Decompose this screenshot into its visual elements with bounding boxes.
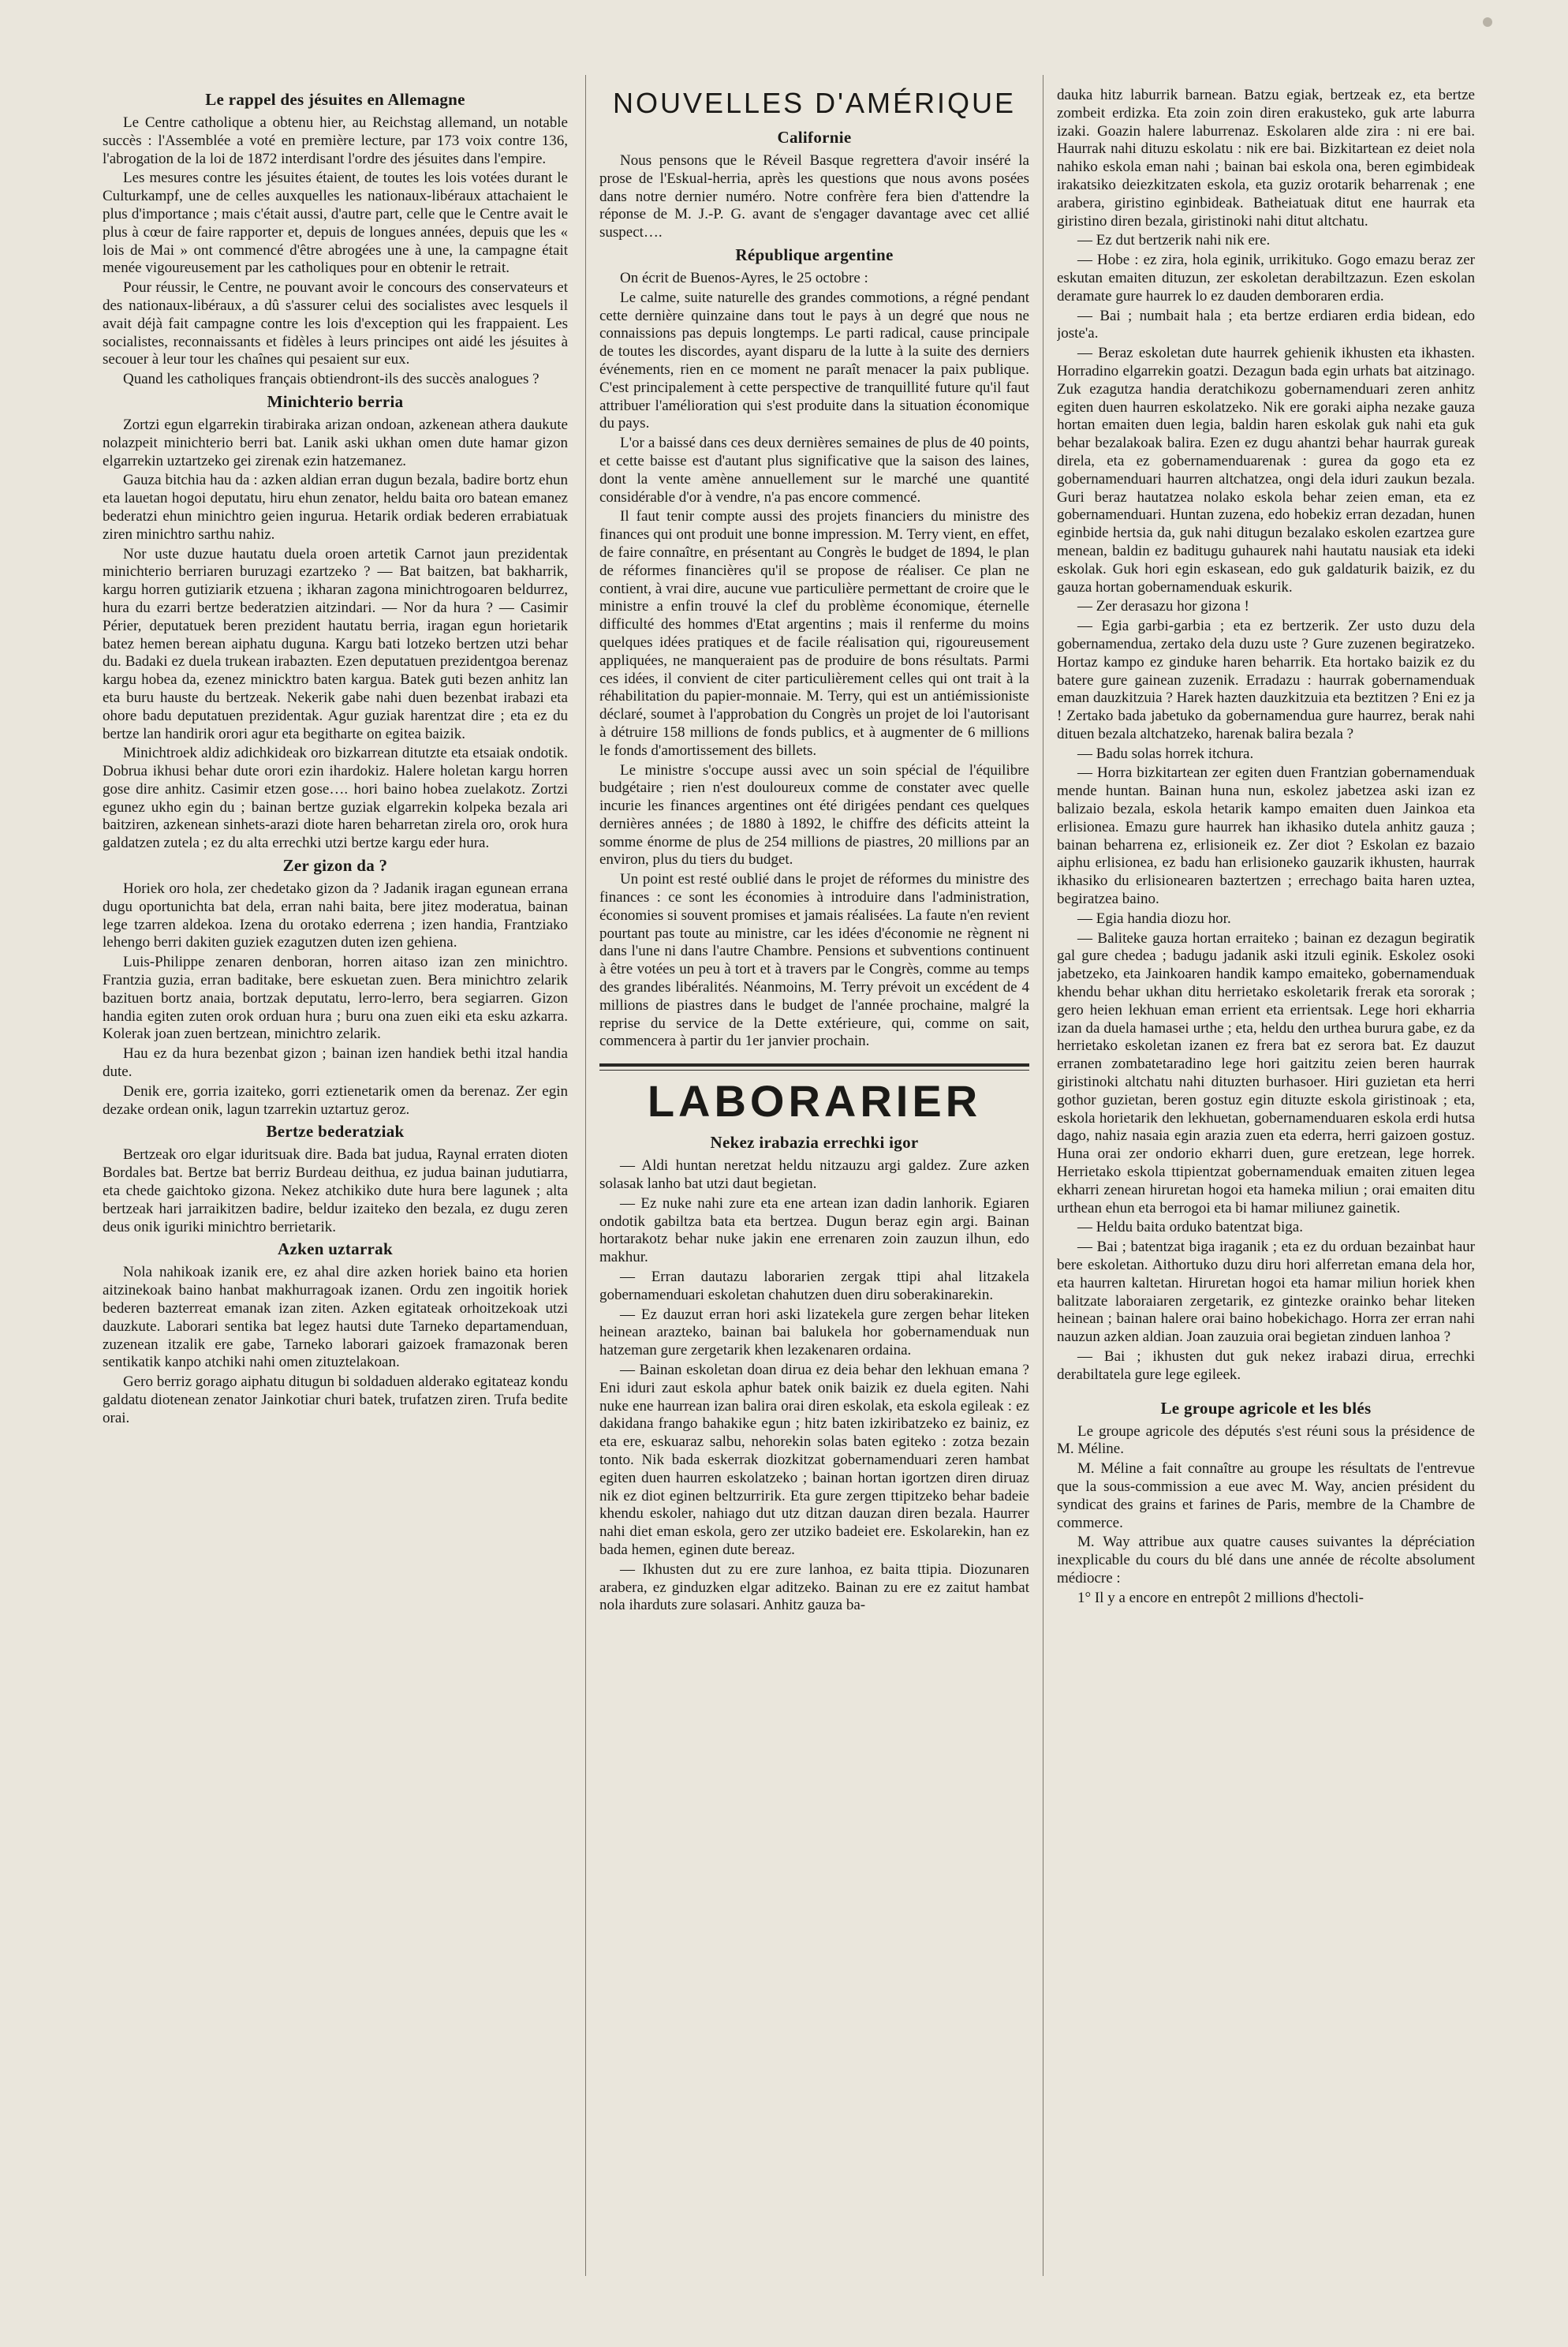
paragraph: — Bai ; batentzat biga iraganik ; eta ez du orduan bezainbat haur bere eskoletan. Aithortuko duzu diru hori alferretan emana dela hor, eta haurren kaltetan. Hiruretan hogoi eta hamar miliun horiek khen balitzate laboraiaren zergetarik, ez gintezke orainko behar liteken heinean ; bainan halere orai baino hobekichago. Horra zer erran nahi nauzun azken aldian. Joan zauzuia orai begietan zinduen lanhoa ? — [1057, 1239, 1475, 1346]
paragraph: Nola nahikoak izanik ere, ez ahal dire azken horiek baino eta horien aitzinekoak baino hanbat makhurragoak izanen. Ordu zen ingoitik horiek bederen bazterreat emanak izan ziten. Azken egitateak orhoitzekoak utzi dauzkute. Laborari sentika bat legez hautsi dute Tarneko departamenduan, zuzenean itzalik ere gabe, Tarneko laborari gaizoek framazonak beren sentikatik kanpo atchiki nahi omen zituztelakoan. — [103, 1264, 568, 1371]
column-3 — [1057, 87, 1475, 2296]
paragraph: Les mesures contre les jésuites étaient, de toutes les lois votées durant le Culturkampf, une de celles auxquelles les nationaux-libéraux attachaient le plus d'importance ; mais c'était aussi, d'autre part, celle que le Centre avait le plus à cœur de faire rapporter et, depuis de longues années, depuis que les « lois de Mai » ont commencé d'être abrogées une à une, la campagne était menée vigoureusement par les catholiques pour en obtenir le retrait. — [103, 170, 568, 277]
paragraph: L'or a baissé dans ces deux dernières semaines de plus de 40 points, et cette baisse est d'autant plus significative que la saison des laines, dont la vente amène annuellement sur le marché une quantité considérable d'or à vendre, n'a pas encore commencé. — [599, 435, 1029, 506]
column-2 — [599, 87, 1029, 2296]
section-divider — [599, 1063, 1029, 1071]
headline-argentine: République argentine — [735, 245, 894, 264]
headline-zer-gizon: Zer gizon da ? — [282, 856, 388, 876]
paragraph: Quand les catholiques français obtiendront-ils des succès analogues ? — [123, 371, 539, 388]
column-1 — [103, 87, 568, 2296]
headline-bertze-bederatziak: Bertze bederatziak — [266, 1122, 405, 1142]
paragraph: M. Méline a fait connaître au groupe les résultats de l'entrevue que la sous-commission a eue avec M. Way, ancien président du syndicat des grains et farines de Paris, membre de la Chambre de commerce. — [1057, 1460, 1475, 1531]
paragraph: Hau ez da hura bezenbat gizon ; bainan izen handiek bethi itzal handia dute. — [103, 1045, 568, 1081]
paragraph: — Bai ; numbait hala ; eta bertze erdiaren erdia bidean, edo joste'a. — [1057, 307, 1475, 342]
paragraph: Le Centre catholique a obtenu hier, au Reichstag allemand, un notable succès : l'Assemblée a voté en première lecture, par 173 voix contre 136, l'abrogation de la loi de 1872 interdisant l'ordre des jésuites dans l'empire. — [103, 114, 568, 167]
paragraph: — Ez dauzut erran hori aski lizatekela gure zergen behar liteken heinean arazteko, bainan bai balukela hor gobernamenduak nun hatzeman gure zergetarik khen lezakenaren ordaina. — [599, 1306, 1029, 1359]
paragraph: — Heldu baita orduko batentzat biga. — [1077, 1219, 1303, 1236]
paragraph: — Egia garbi-garbia ; eta ez bertzerik. Zer usto duzu dela gobernamendua, zertako dela duzu uste ? Gure zuzenen begiratzeko. Hortaz kampo ez ginduke haren beharrik. Eta hortako baizik ez du batere gure gainean zuzenik. Erradazu : haurrak gobernamenduak eman dauzkitzuia ? Harek hazten dauzkitzuia eta beztitzen ? Eni ez ja ! Zertako bada jabetuko da gobernamendua gure haurrez, berak nahi dituen bezala altchatzeko, harenak balira bezala ? — [1057, 618, 1475, 742]
paragraph: — Ez nuke nahi zure eta ene artean izan dadin lanhorik. Egiaren ondotik gabiltza bata eta bertzea. Dugun beraz egin argi. Bainan hortarakotz behar nuke jakin ene errenaren zoin zauzun ilhun, edo makhur. — [599, 1194, 1029, 1266]
paragraph: Nous pensons que le Réveil Basque regrettera d'avoir inséré la prose de l'Eskual-herria, après les questions que nous avons posées dans notre dernier numéro. Notre confrère fera bien d'attendre la réponse de M. J.-P. G. avant de s'engager davantage avec cet allié suspect…. — [599, 152, 1029, 241]
paragraph: — Ez dut bertzerik nahi nik ere. — [1077, 232, 1271, 249]
paragraph: Bertzeak oro elgar iduritsuak dire. Bada bat judua, Raynal erraten dioten Bordales bat. Bertze bat berriz Burdeau deithua, ez judua bainan judutiarra, eta chede gaichtoko gizona. Nekez atchikiko dute hura bere lagunek ; alta bertzeak hari jarraikitzen badire, beldur izaiteko den bezala, ez dugu zeren deus onik iguriki minichtro berrietarik. — [103, 1146, 568, 1235]
page-speck — [1483, 17, 1492, 27]
paragraph: — Erran dautazu laborarien zergak ttipi ahal litzakela gobernamenduari eskoletan chahutzen duen diru soberakinarekin. — [599, 1269, 1029, 1303]
headline-minichterio: Minichterio berria — [267, 391, 404, 411]
headline-californie: Californie — [777, 128, 852, 147]
paragraph: — Horra bizkitartean zer egiten duen Frantzian gobernamenduak mende huntan. Bainan huna nun, eskolez jabetzea aski izan ez balizaio bezala, eskola hetarik kampo emaiten duen Jainkoa eta erlisionea. Emazu gure haurrek han ikhasiko dutela anhitz gauza ; bainan beharrena ez, erlisioneik ez. Zer diot ? Eskolan ez bazaio aiphu erlisionea, ez badu han erlisioneko gauzarik ikhusten, haurrak ikhasiko du erlisionearen baztertzen ; errechago baita haren uztea, begiratzea baino. — [1057, 764, 1475, 908]
paragraph: Minichtroek aldiz adichkideak oro bizkarrean ditutzte eta etsaiak ondotik. Dobrua ikhusi behar dute orori ezin ihardokiz. Halere holetan kargu horren gose dire anhitz. Casimir etzen gose…. hori baino hobea zuelakotz. Zortzi egunez ukho egin du ; bainan bertze guziak elgarrekin kolpeka bezala ari baitziren, azkenean sinhets-arazi diote haren beharretan zirela oro, orok hura galdatzen zutela ; ez du alta errechki utzi bertze kargu eder hura. — [103, 745, 568, 852]
headline-nekez: Nekez irabazia errechki igor — [710, 1133, 919, 1153]
paragraph: On écrit de Buenos-Ayres, le 25 octobre : — [620, 269, 868, 286]
paragraph: Zortzi egun elgarrekin tirabiraka arizan ondoan, azkenean athera daukute nolazpeit minichterio berri bat. Lanik aski ukhan omen dute hamar gizon elgarrekin uztartzeko gei zirenak ezin hatzemanez. — [103, 416, 568, 469]
paragraph: Le ministre s'occupe aussi avec un soin spécial de l'équilibre budgétaire ; rien n'est douloureux comme de constater avec quelle incurie les finances argentines ont été dirigées pendant ces quelques dernières années ; de 1880 à 1892, le chiffre des déficits atteint la somme énorme de plus de 254 millions de piastres, 20 millions par an environ, plus du tiers du budget. — [599, 761, 1029, 869]
headline-jesuites: Le rappel des jésuites en Allemagne — [205, 90, 465, 109]
section-header-laborarier: LABORARIER — [647, 1076, 982, 1127]
paragraph: — Bai ; ikhusten dut guk nekez irabazi dirua, errechki derabiltatela gure lege egileek. — [1057, 1347, 1475, 1383]
paragraph: M. Way attribue aux quatre causes suivantes la dépréciation inexplicable du cours du blé dans une année de récolte absolument médiocre : — [1057, 1534, 1475, 1586]
paragraph: — Aldi huntan neretzat heldu nitzauzu argi galdez. Zure azken solasak lanho bat utzi daut begietan. — [599, 1157, 1029, 1193]
paragraph: Pour réussir, le Centre, ne pouvant avoir le concours des conservateurs et des nationaux-libéraux, a dû s'assurer celui des socialistes avec lesquels il avait déjà fait campagne contre les lois d'exception qui les frappaient. Les socialistes, reconnaissants et fidèles à leurs principes ont aidé les jésuites à secouer à leur tour les chaînes qui pesaient sur eux. — [103, 279, 568, 368]
paragraph: Le groupe agricole des députés s'est réuni sous la présidence de M. Méline. — [1057, 1422, 1475, 1458]
paragraph: Un point est resté oublié dans le projet de réformes du ministre des finances : ce sont les économies à introduire dans l'administration, économies si souvent promises et jamais réalisées. La faute n'en revient pourtant pas toute au ministre, car les idées d'économie ne règnent ni dans l'une ni dans l'autre Chambre. Pensions et subventions continuent à être votées un peu à tort et à travers par le Congrès, comme au temps des grandes libéralités. Néanmoins, M. Terry prévoit un excédent de 4 millions de piastres dans le budget de l'année prochaine, malgré la reprise du service de la Dette extérieure, qui, comme on sait, commencera à partir du 1er janvier prochain. — [599, 871, 1029, 1050]
section-header-nouvelles: NOUVELLES D'AMÉRIQUE — [613, 87, 1016, 119]
paragraph: — Ikhusten dut zu ere zure lanhoa, ez baita ttipia. Diozunaren arabera, ez ginduzken elgar aditzeko. Bainan zu ere ez zaitut hambat nola iharduts zure solasari. Anhitz gauza ba- — [599, 1560, 1029, 1614]
paragraph: Gero berriz gorago aiphatu ditugun bi soldaduen alderako egitateaz kondu galdatu diotenean zenator Jainkotiar churi batek, trufatzen ziren. Trufa bedite orai. — [103, 1373, 568, 1426]
paragraph: dauka hitz laburrik barnean. Batzu egiak, bertzeak ez, eta bertze zombeit erdizka. Eta zoin zoin diren erakusteko, guk arte laburra izaki. Goazin halere laburrenaz. Eskolaren alde zira : ni ere bai. Haurrak nahi dituzu eskolatu : nik ere bai. Bizkitartean ez deiet nola nahiko eskola eman nahi ; bainan bai eskola ona, beren egimbideak irakatsiko deiezkitzaten eskola, eta guziz orotarik beharrenak ; ene arabera, giristino eginbideak. Batheiatuak ditut ene haurrak eta giristino diren bezala, giristinoki nahi ditut altchatu. — [1057, 87, 1475, 230]
paragraph: Il faut tenir compte aussi des projets financiers du ministre des finances qui ont produit une bonne impression. M. Terry vient, en effet, de faire connaître, en présentant au Congrès le budget de 1894, le plan de réformes financières qu'il se propose de réaliser. Ce plan ne contient, à vrai dire, aucune vue particulière permettant de croire que le ministre a enfin trouvé la clef du problème économique, éternelle difficulté des hommes d'Etat argentins ; mais il renferme du moins quelques idées pratiques et de facile réalisation qui, rigoureusement appliquées, ne manqueraient pas de produire de bons résultats. Parmi ces idées, il convient de citer particulièrement celles qui ont trait à la réhabilitation du papier-monnaie. M. Terry, qui est un antiémissioniste déclaré, soumet à l'approbation du Congrès un projet de loi l'autorisant à détruire 158 millions de fonds publics, et à augmenter de 6 millions le fonds d'amortissement des billets. — [599, 508, 1029, 759]
paragraph: Luis-Philippe zenaren denboran, horren aitaso izan zen minichtro. Frantzia guzia, erran baditake, bere eskuetan zuen. Bera minichtro zelarik bazituen bortz anaia, bortzak deputatu, lerro-lerro, bera segiarren. Gizon handia egiten zuten orok orduan hura ; buru ona zuen eiki eta esku azkarra. Kolerak joan zuen bertzean, minichtro zelarik. — [103, 954, 568, 1043]
paragraph: — Zer derasazu hor gizona ! — [1077, 598, 1249, 615]
paragraph: Gauza bitchia hau da : azken aldian erran dugun bezala, badire bortz ehun eta lauetan hogoi deputatu, hiru ehun zenator, heldu baita oro batean emanez bederatzi ehun minichtro geien ingurua. Hetarik ordiak bederen errabiatuak ziren minichtro sarthu nahiz. — [103, 472, 568, 543]
paragraph: — Badu solas horrek itchura. — [1077, 745, 1254, 762]
paragraph: Horiek oro hola, zer chedetako gizon da ? Jadanik iragan egunean errana dugu oportunichta bat dela, erran nahi baita, bere jitez moderatua, bainan lege tzarren aldekoa. Izena du orotako ederrena ; izen handia, Frantziako lehengo berri dakiten guziek ezagutzen duten izen gehiena. — [103, 880, 568, 951]
paragraph: Le calme, suite naturelle des grandes commotions, a régné pendant cette dernière quinzaine dans tout le pays à un degré que nous ne connaissions pas depuis longtemps. Le parti radical, cause principale de toutes les discordes, ayant disparu de la lutte à la suite des derniers événements, rien en ce moment ne paraît menacer la paix publique. C'est principalement à cette perspective de tranquillité future qu'il faut attribuer l'amélioration qui s'est produite dans la situation économique du pays. — [599, 289, 1029, 432]
paragraph: Nor uste duzue hautatu duela oroen artetik Carnot jaun prezidentak minichterio berriaren buruzagi ezartzeko ? — Bat baitzen, bat bakharrik, kargu horren gutiziarik etzuena ; ikharan zagona minichtrogoaren beldurrez, hura du ezarri bertze bederatzien aitzindari. — Nor da hura ? — Casimir Périer, deputatuek beren prezident hautatu berria, iragan egun horietarik batez hemen berean aiphatu duguna. Kargu bati lotzeko bertzen utzi behar du. Badaki ez duela trukean irabazten. Ezen deputatuen prezidentgoa berenaz kargu hobea da, ezenez minicktro baten kargua. Batek guti bezen anhitz lan eta buru hauste du bertzeak. Nekerik gabe nahi duen bezenbat irabazi eta ohore badu deputatuen prezidentak. Agur guziak harentzat dire ; eta ez du bertze lan handirik orori agur eta begitharte on egitea baizik. — [103, 545, 568, 742]
headline-groupe-agricole: Le groupe agricole et les blés — [1160, 1398, 1372, 1418]
paragraph: — Beraz eskoletan dute haurrek gehienik ikhusten eta ikhasten. Horradino elgarrekin goatzi. Dezagun bada egin urhats bat aitzinago. Zuk ezagutza handia deratchikozu gobernamenduari zeren anhitz egiten duen haurren eskolatzeko. Nik ere goraki aipha nezake gauza hortan emaiten duen legia, baldin haren eskolak guk nahi eta guk behar bezalakoak balira. Ezen ez dugu ahantzi behar haurrak gureak direla, eta ez gobernamenduarenak : gurea da gogo eta ez gobernamenduari haurren altchatzea, ongi dela iduri zaukun bezala. Guri beraz hautatzea nolako eskola behar zeien eman, eta ez gobernamenduari. Huntan zuzena, edo hobekiz erran dezadan, hunen eginbide hertsia da, guk nahi ditugun bezalako eskolen ezartzea gure menean, baldin ez baditugu guhaurek nahi hautatu nausiak eta ideki eskolak. Guk hori egin eskasean, edo guk galdaturik baizik, ez du gauza hortan gobernamenduak eskurik. — [1057, 345, 1475, 596]
paragraph: Denik ere, gorria izaiteko, gorri eztienetarik omen da berenaz. Zer egin dezake ordean onik, lagun tzarrekin uztartuz geroz. — [103, 1082, 568, 1118]
column-rule-1 — [585, 75, 586, 2276]
paragraph: — Baliteke gauza hortan erraiteko ; bainan ez dezagun begiratik gal gure chedea ; badugu jadanik aski itzuli eginik. Eskolez osoki jabetzeko, eta Jainkoaren handik kampo emaiteko, gobernamenduak khendu behar ukhan ditu herrietako eskoletarik frerak eta sororak ; gero heien lekhuan eman errient eta errientsak. Lege hori ekharria izan da duela hamasei urthe ; eta, heldu den urthea burura gabe, ez da herrietako eskoletan izanen ez frera bat ez serora bat. Ez dauzut erranen zombatetaradino lege hori gaitzitu zeien beren haurrak giristinoki altchatu nahi dituzten burhasoer. Hiri guzietan eta herri gothor guzietan, beren gostuz egin dituzte eskola giristinoak ; eta, eskola horietarik den lekhuetan, gobernamenduaren eskola erdi hutsa dago, nahiz nasaia egin arazia zuen eta ederra, herri gaizoen gostuz. Huna orai zer ondorio ekharri duen, gure eretzean, lege horrek. Herrietako eskola ttipientzat gobernamenduak emaiten zituen legea ekharri zenean hiruretan hogoi eta hameka miliun ; orai emaiten ditu urthean ehun eta berrogoi eta bi hamar miliunez gainetik. — [1057, 929, 1475, 1216]
paragraph: — Bainan eskoletan doan dirua ez deia behar den lekhuan emana ? Eni iduri zaut eskola aphur batek onik baizik ez duela egiten. Nahi nuke ene haurrean izan balira orai diren eskolak, eta eskola egileak : ez dakidana frango bahakike egun ; hitz baten izkiribatzeko ez bainiz, ez eta ere, eskuaraz salbu, nehorekin solas baten egiteko : zotza bezain tonto. Nik bada eskerrak diozkitzat gobernamenduari zeren hambat egiten duen haurren eskolatzeko ; bainan hortan igortzen diren diruaz nik ez diot eginen beltzurririk. Eta gure zergen ttipitzeko behar badeie khendu eskoler, nahiago dut utz ditzan dauzan diren bezala. Haurrer nahi diet eman eskola, gero zer utziko badeiet ere. Eskolarekin, han ez bada hemen, eginen dute bereaz. — [599, 1362, 1029, 1558]
paragraph: 1° Il y a encore en entrepôt 2 millions d'hectoli- — [1077, 1589, 1364, 1606]
headline-azken-uztarrak: Azken uztarrak — [278, 1239, 393, 1259]
paragraph: — Hobe : ez zira, hola eginik, urrikituko. Gogo emazu beraz zer eskutan emaiten dituzun, zer eskoletan derabiltzazun. Ezen eskolan deramate gure haurrek lo ez dauden demboraren erdia. — [1057, 252, 1475, 305]
paragraph: — Egia handia diozu hor. — [1077, 910, 1231, 927]
